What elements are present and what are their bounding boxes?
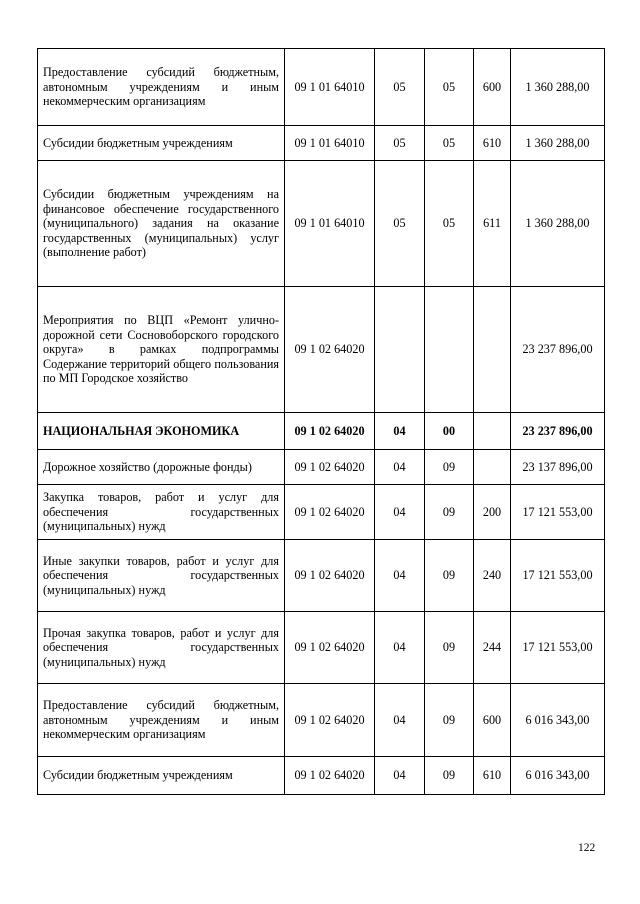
row-section: 04 [375,450,425,485]
row-name: Прочая закупка товаров, работ и услуг для обеспечения государственных (муниципальных) нужд [38,612,285,684]
row-amount: 23 237 896,00 [511,413,605,450]
row-expense-type [474,450,511,485]
row-name: Мероприятия по ВЦП «Ремонт улично-дорожной сети Сосновоборского городского округа» в рамках подпрограммы Содержание территорий общего пользования по МП Городское хозяйство [38,287,285,413]
row-amount: 6 016 343,00 [511,757,605,795]
row-subsection: 09 [425,450,474,485]
row-amount: 1 360 288,00 [511,49,605,126]
row-amount: 17 121 553,00 [511,612,605,684]
row-subsection [425,287,474,413]
row-section: 04 [375,485,425,540]
row-amount: 23 237 896,00 [511,287,605,413]
table-row [38,450,605,485]
budget-table [37,48,605,795]
page-number: 122 [578,842,596,854]
table-row [38,49,605,126]
row-section: 04 [375,540,425,612]
row-code: 09 1 01 64010 [285,49,375,126]
row-name: Предоставление субсидий бюджетным, автономным учреждениям и иным некоммерческим организациям [38,684,285,757]
budget-table-body [38,49,605,795]
table-row [38,287,605,413]
row-code: 09 1 01 64010 [285,126,375,161]
row-section: 04 [375,684,425,757]
row-section [375,287,425,413]
row-name: Субсидии бюджетным учреждениям на финансовое обеспечение государственного (муниципального) задания на оказание государственных (муниципальных) услуг (выполнение работ) [38,161,285,287]
row-subsection: 09 [425,540,474,612]
row-code: 09 1 02 64020 [285,540,375,612]
row-code: 09 1 02 64020 [285,612,375,684]
row-subsection: 00 [425,413,474,450]
row-name: Дорожное хозяйство (дорожные фонды) [38,450,285,485]
row-expense-type: 610 [474,126,511,161]
row-section: 04 [375,413,425,450]
row-amount: 23 137 896,00 [511,450,605,485]
row-expense-type [474,287,511,413]
row-code: 09 1 02 64020 [285,287,375,413]
row-subsection: 09 [425,684,474,757]
row-expense-type: 611 [474,161,511,287]
row-expense-type: 600 [474,49,511,126]
row-expense-type: 610 [474,757,511,795]
row-name: Иные закупки товаров, работ и услуг для обеспечения государственных (муниципальных) нужд [38,540,285,612]
table-row [38,684,605,757]
table-row [38,161,605,287]
row-amount: 1 360 288,00 [511,161,605,287]
row-code: 09 1 02 64020 [285,684,375,757]
table-row [38,485,605,540]
row-name: Субсидии бюджетным учреждениям [38,126,285,161]
row-name: Закупка товаров, работ и услуг для обеспечения государственных (муниципальных) нужд [38,485,285,540]
row-name: Предоставление субсидий бюджетным, автономным учреждениям и иным некоммерческим организациям [38,49,285,126]
table-row [38,540,605,612]
row-subsection: 09 [425,612,474,684]
table-row [38,126,605,161]
row-section: 04 [375,757,425,795]
table-row [38,757,605,795]
row-subsection: 05 [425,49,474,126]
row-section: 05 [375,161,425,287]
row-expense-type [474,413,511,450]
row-section: 04 [375,612,425,684]
row-amount: 1 360 288,00 [511,126,605,161]
row-section: 05 [375,49,425,126]
row-amount: 17 121 553,00 [511,485,605,540]
row-expense-type: 240 [474,540,511,612]
row-subsection: 09 [425,757,474,795]
row-name: Субсидии бюджетным учреждениям [38,757,285,795]
row-expense-type: 244 [474,612,511,684]
row-subsection: 05 [425,161,474,287]
row-subsection: 09 [425,485,474,540]
table-row [38,413,605,450]
row-expense-type: 200 [474,485,511,540]
row-expense-type: 600 [474,684,511,757]
row-amount: 17 121 553,00 [511,540,605,612]
row-code: 09 1 02 64020 [285,413,375,450]
row-amount: 6 016 343,00 [511,684,605,757]
row-section: 05 [375,126,425,161]
row-name: НАЦИОНАЛЬНАЯ ЭКОНОМИКА [38,413,285,450]
row-code: 09 1 02 64020 [285,485,375,540]
row-subsection: 05 [425,126,474,161]
row-code: 09 1 02 64020 [285,450,375,485]
row-code: 09 1 02 64020 [285,757,375,795]
table-row [38,612,605,684]
row-code: 09 1 01 64010 [285,161,375,287]
